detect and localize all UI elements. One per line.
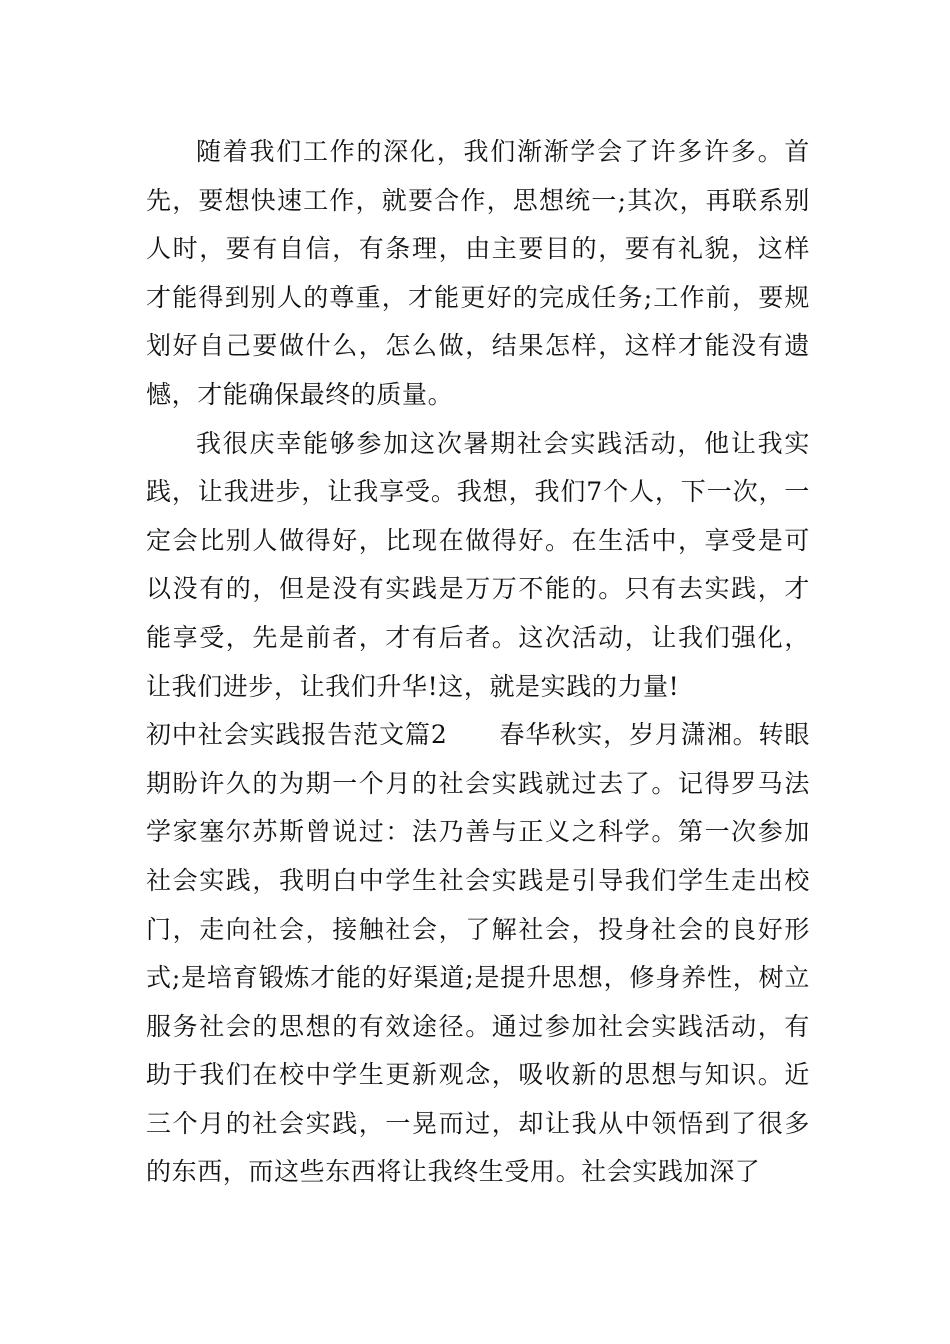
section-heading: 初中社会实践报告范文篇2 xyxy=(146,720,448,750)
document-body xyxy=(146,128,810,1197)
paragraph-3: 春华秋实，岁月潇湘。转眼期盼许久的为期一个月的社会实践就过去了。记得罗马法学家塞尔苏斯曾说过：法乃善与正义之科学。第一次参加社会实践，我明白中学生社会实践是引导我们学生走出校门，走向社会，接触社会，了解社会，投身社会的良好形式;是培育锻炼才能的好渠道;是提升思想，修身养性，树立服务社会的思想的有效途径。通过参加社会实践活动，有助于我们在校中学生更新观念，吸收新的思想与知识。近三个月的社会实践，一晃而过，却让我从中领悟到了很多的东西，而这些东西将让我终生受用。社会实践加深了 xyxy=(146,720,811,1187)
paragraph-3-with-heading xyxy=(146,711,810,1197)
paragraph-2: 我很庆幸能够参加这次暑期社会实践活动，他让我实践，让我进步，让我享受。我想，我们7个人，下一次，一定会比别人做得好，比现在做得好。在生活中，享受是可以没有的，但是没有实践是万万不能的。只有去实践，才能享受，先是前者，才有后者。这次活动，让我们强化，让我们进步，让我们升华!这，就是实践的力量! xyxy=(146,428,810,701)
paragraph-1: 随着我们工作的深化，我们渐渐学会了许多许多。首先，要想快速工作，就要合作，思想统一;其次，再联系别人时，要有自信，有条理，由主要目的，要有礼貌，这样才能得到别人的尊重，才能更好的完成任务;工作前，要规划好自己要做什么，怎么做，结果怎样，这样才能没有遗憾，才能确保最终的质量。 xyxy=(146,137,810,409)
heading-gap xyxy=(447,720,499,749)
